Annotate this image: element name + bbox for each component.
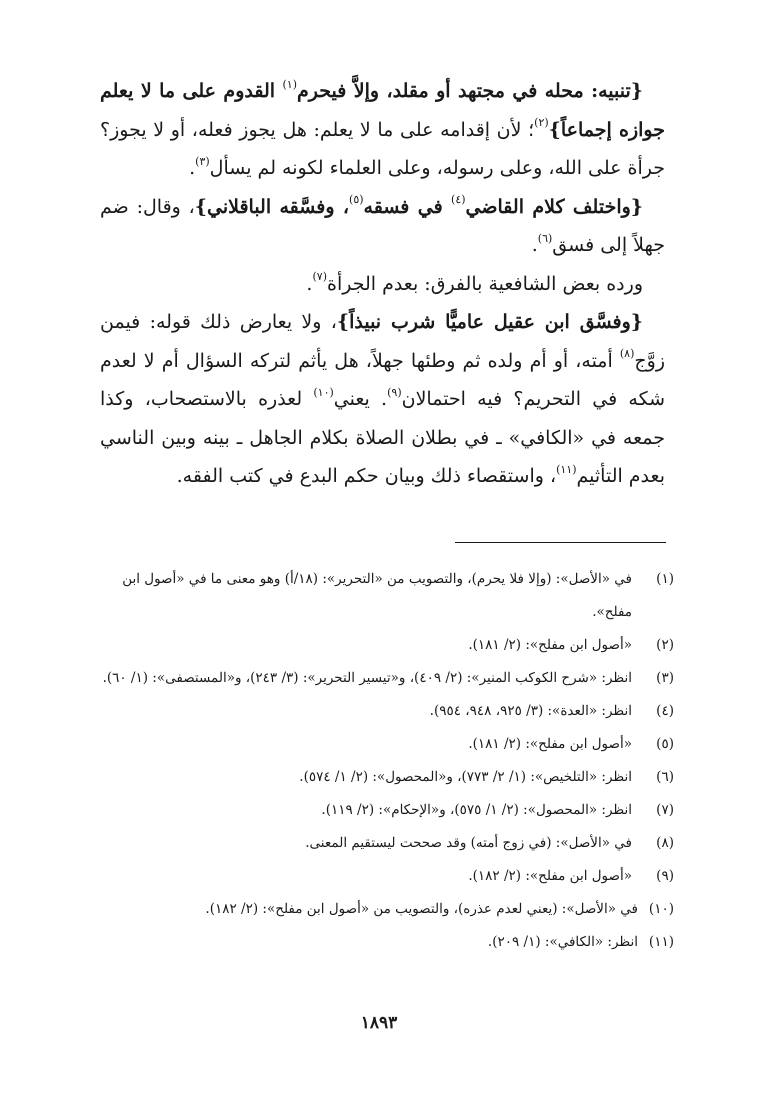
footnote	[100, 695, 674, 728]
matn-text: {وفسَّق ابن عقيل عاميًّا شرب نبيذاً}	[336, 311, 643, 333]
paragraph-tanbih	[100, 72, 665, 188]
footnote	[100, 563, 674, 629]
footnote-text: انظر: «المحصول»: (٢/ ١/ ٥٧٥)، و«الإحكام»: (٢/ ١١٩).	[321, 802, 632, 818]
footnote-marker: (١١)	[556, 462, 577, 476]
footnote-number: (١)	[656, 571, 674, 587]
matn-text: القدوم على ما لا يعلم جوازه إجماعاً}	[100, 80, 665, 141]
footnote	[100, 794, 674, 827]
footnote-text: في «الأصل»: (يعني لعدم عذره)، والتصويب من «أصول ابن مفلح»: (٢/ ١٨٢).	[205, 901, 638, 917]
footnote	[100, 827, 674, 860]
footnote-number: (١١)	[648, 934, 674, 950]
footnote	[100, 629, 674, 662]
footnote-text: انظر: «العدة»: (٣/ ٩٢٥، ٩٤٨، ٩٥٤).	[429, 703, 632, 719]
main-text	[100, 72, 665, 496]
footnote-separator	[455, 542, 666, 543]
sharh-text: ورده بعض الشافعية بالفرق: بعدم الجرأة	[326, 272, 643, 295]
matn-text: {تنبيه: محله في مجتهد أو مقلد، وإلاَّ فيحرم	[296, 80, 643, 102]
footnote-number: (٩)	[656, 868, 674, 884]
footnote-text: «أصول ابن مفلح»: (٢/ ١٨١).	[468, 736, 632, 752]
footnote-number: (٦)	[656, 769, 674, 785]
footnote-marker: (٢)	[534, 116, 549, 130]
footnote-marker: (٣)	[195, 154, 210, 168]
page-number: ١٨٩٣	[360, 1013, 398, 1033]
sharh-text: ، ولا يعارض ذلك قوله: فيمن زوَّج	[100, 311, 665, 372]
footnote	[100, 662, 674, 695]
footnote-marker: (٥)	[349, 193, 364, 207]
footnote-marker: (١٠)	[313, 385, 334, 399]
footnote	[100, 761, 674, 794]
paragraph-ibn-aqil	[100, 303, 665, 496]
footnote-number: (٨)	[656, 835, 674, 851]
footnote-marker: (١)	[282, 77, 297, 91]
footnote-text: «أصول ابن مفلح»: (٢/ ١٨٢).	[468, 868, 632, 884]
footnote	[100, 926, 674, 959]
footnote-marker: (٨)	[619, 347, 635, 361]
matn-text: في فسقه	[363, 195, 452, 218]
sharh-text: .	[189, 157, 196, 179]
footnote-number: (٤)	[656, 703, 674, 719]
sharh-text: أمته، أو أم ولده ثم وطئها جهلاً، هل يأثم لتركه السؤال أم لا لعدم شكه في التحريم؟ فيه احتمالان	[100, 349, 665, 410]
footnote	[100, 893, 674, 926]
footnote-text: انظر: «شرح الكوكب المنير»: (٢/ ٤٠٩)، و«تيسير التحرير»: (٣/ ٢٤٣)، و«المستصفى»: (١/ ٦٠).	[102, 670, 632, 686]
footnote-text: في «الأصل»: (في زوج أمته) وقد صححت ليستقيم المعنى.	[305, 835, 632, 851]
footnote	[100, 860, 674, 893]
footnote-marker: (٦)	[537, 231, 553, 245]
footnote-marker: (٧)	[312, 270, 327, 284]
footnote-text: انظر: «الكافي»: (١/ ٢٠٩).	[487, 934, 638, 950]
matn-text: {واختلف كلام القاضي	[465, 195, 643, 218]
footnote-number: (٣)	[656, 670, 674, 686]
sharh-text: .	[306, 272, 313, 295]
footnote-text: انظر: «التلخيص»: (١/ ٢/ ٧٧٣)، و«المحصول»: (٢/ ١/ ٥٧٤).	[299, 769, 632, 785]
footnote-number: (٢)	[656, 637, 674, 653]
footnote-number: (٥)	[656, 736, 674, 752]
paragraph-radd	[100, 265, 665, 304]
footnote-text: «أصول ابن مفلح»: (٢/ ١٨١).	[468, 637, 632, 653]
footnote	[100, 728, 674, 761]
paragraph-ikhtilaf	[100, 188, 665, 265]
sharh-text: .	[531, 234, 538, 256]
footnote-text: في «الأصل»: (وإلا فلا يحرم)، والتصويب من «التحرير»: (١٨/أ) وهو معنى ما في «أصول ابن مفلح».	[122, 571, 632, 620]
footnote-number: (٧)	[656, 802, 674, 818]
matn-text: ، وفسَّقه الباقلاني}	[194, 195, 350, 218]
footnote-number: (١٠)	[648, 901, 674, 917]
sharh-text: ، واستقصاء ذلك وبيان حكم البدع في كتب الفقه.	[176, 465, 557, 487]
footnote-marker: (٤)	[451, 193, 466, 207]
sharh-text: ؛ لأن إقدامه على ما لا يعلم: هل يجوز فعله، أو لا يجوز؟ جرأة على الله، وعلى رسوله، وعلى العلماء لكونه لم يسأل	[100, 118, 665, 179]
sharh-text: . يعني	[333, 388, 388, 410]
sharh-text: ، وقال: ضم جهلاً إلى فسق	[100, 195, 665, 256]
footnotes	[100, 563, 674, 959]
footnote-marker: (٩)	[387, 385, 402, 399]
sharh-text: لعذره بالاستصحاب، وكذا جمعه في «الكافي» ـ في بطلان الصلاة بكلام الجاهل ـ بينه وبين الناسي بعدم التأثيم	[100, 388, 665, 487]
